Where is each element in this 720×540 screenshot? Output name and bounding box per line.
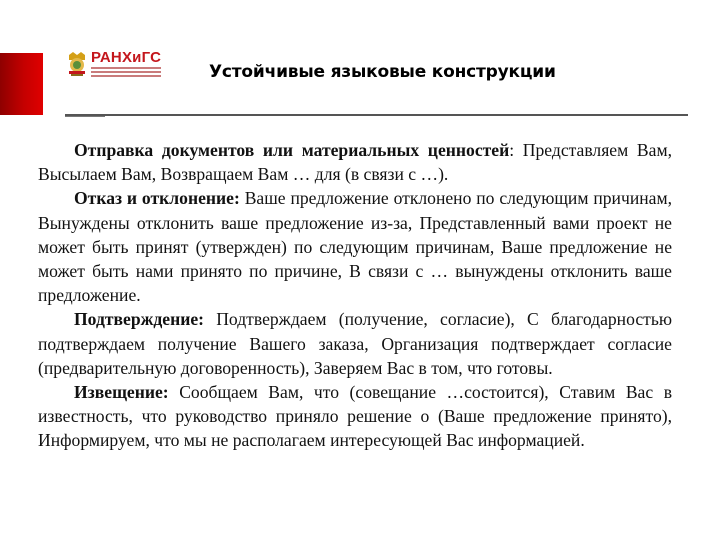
paragraph-sending: Отправка документов или материальных ценностей: Представляем Вам, Высылаем Вам, Возвращаем Вам … для (в связи с …). — [38, 140, 672, 185]
slide-title: Устойчивые языковые конструкции — [209, 62, 556, 82]
paragraph-body: Ваше предложение отклонено по следующим причинам, Вынуждены отклонить ваше предложение из-за, Представленный вами проект не может быть принят (утвержден) по следующим причинам, Ваше предложение не может быть нами принято по причине, В связи с … вынуждены отклонить ваше предложение. — [38, 188, 672, 306]
paragraph-heading: Подтверждение: — [74, 309, 205, 330]
accent-red-block — [0, 53, 43, 115]
paragraph-heading: Отказ и отклонение: — [74, 188, 240, 209]
emblem-icon — [66, 51, 88, 77]
paragraph-confirmation — [38, 307, 672, 380]
paragraph-body: Представляем Вам, Высылаем Вам, Возвращаем Вам … для (в связи с …). — [38, 140, 672, 185]
paragraph-refusal — [38, 186, 672, 307]
paragraph-body: Сообщаем Вам, что (совещание …состоится), Ставим Вас в известность, что руководство приняло решение о (Ваше предложение принято), Информируем, что мы не располагаем интересующей Вас информацией. — [38, 382, 672, 451]
ranepa-logo — [66, 49, 162, 81]
paragraph-notice — [38, 380, 672, 453]
paragraph-heading: Извещение: — [74, 382, 169, 403]
paragraph-heading: Отправка документов или материальных ценностей — [74, 140, 510, 160]
logo-text: РАНХиГС — [91, 49, 162, 66]
divider-accent — [65, 116, 105, 117]
title-divider — [65, 114, 688, 116]
slide-body — [38, 138, 672, 453]
paragraph-body: Подтверждаем (получение, согласие), С благодарностью подтверждаем получение Вашего заказа, Организация подтверждает согласие (предварительную договоренность), Заверяем Вас в том, что готовы. — [38, 309, 672, 378]
logo-subtitle — [91, 67, 161, 79]
